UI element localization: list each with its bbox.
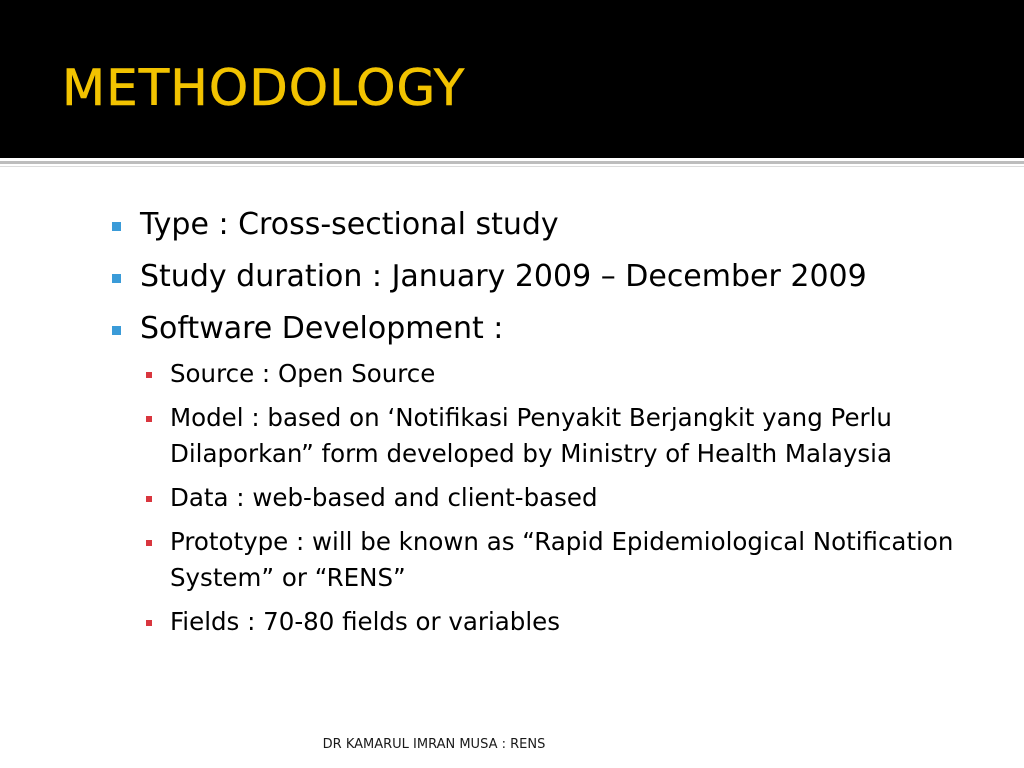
sub-bullet-text: Model : based on ‘Notifikasi Penyakit Berjangkit yang Perlu Dilaporkan” form developed by Ministry of Health Malaysia	[170, 403, 892, 468]
bullet-text: Type : Cross-sectional study	[140, 207, 559, 242]
title-divider	[0, 161, 1024, 164]
bullet-item-software-development	[108, 310, 978, 640]
bullet-item-study-duration	[108, 258, 978, 296]
small-square-bullet-icon	[146, 416, 152, 422]
square-bullet-icon	[112, 326, 121, 335]
square-bullet-icon	[112, 222, 121, 231]
bullet-item-type	[108, 206, 978, 244]
slide-footer: DR KAMARUL IMRAN MUSA : RENS	[322, 737, 546, 752]
slide-title: METHODOLOGY	[62, 59, 466, 117]
bullet-text: Software Development :	[140, 311, 504, 346]
bullet-text: Study duration : January 2009 – December 2009	[140, 259, 867, 294]
slide-body	[108, 206, 978, 654]
small-square-bullet-icon	[146, 372, 152, 378]
sub-bullet-item-source	[138, 356, 978, 392]
small-square-bullet-icon	[146, 496, 152, 502]
square-bullet-icon	[112, 274, 121, 283]
sub-bullet-text: Source : Open Source	[170, 359, 436, 388]
small-square-bullet-icon	[146, 620, 152, 626]
sub-bullet-item-data	[138, 480, 978, 516]
small-square-bullet-icon	[146, 540, 152, 546]
title-band	[0, 0, 1024, 158]
sub-bullet-text: Prototype : will be known as “Rapid Epidemiological Notification System” or “RENS”	[170, 527, 954, 592]
sub-bullet-item-fields	[138, 604, 978, 640]
title-divider-thin	[0, 166, 1024, 167]
sub-bullet-item-prototype	[138, 524, 978, 596]
sub-bullet-list	[140, 356, 978, 640]
sub-bullet-item-model	[138, 400, 978, 472]
bullet-list	[108, 206, 978, 640]
sub-bullet-text: Fields : 70-80 fields or variables	[170, 607, 560, 636]
sub-bullet-text: Data : web-based and client-based	[170, 483, 598, 512]
